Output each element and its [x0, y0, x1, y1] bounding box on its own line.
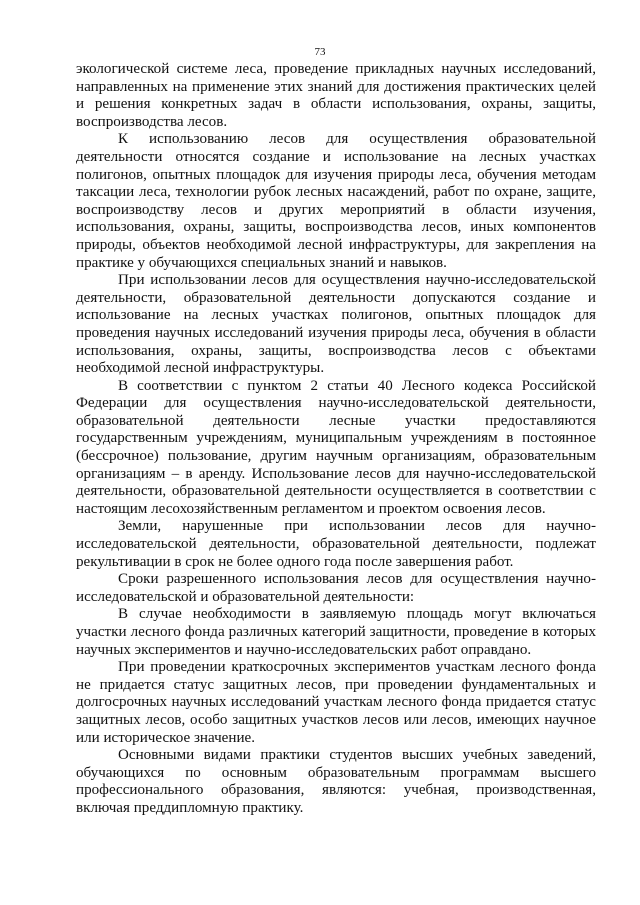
- paragraph-continuation: экологической системе леса, проведение прикладных научных исследований, направленных на применение этих знаний для достижения практических целей и решения конкретных задач в области использования, охраны, защиты, воспроизводства лесов.: [76, 61, 596, 130]
- paragraph-area-inclusion: В случае необходимости в заявляемую площадь могут включаться участки лесного фонда различных категорий защитности, проведение в которых научных экспериментов и научно-исследовательских работ оправдано.: [76, 606, 596, 658]
- paragraph-research-use: При использовании лесов для осуществления научно-исследовательской деятельности, образовательной деятельности допускаются создание и использование на лесных участках полигонов, опытных площадок для проведения научных исследований изучения природы леса, обучения в области использования, охраны, защиты, воспроизводства лесов с объектами необходимой лесной инфраструктуры.: [76, 272, 596, 377]
- document-body: [76, 61, 596, 818]
- paragraph-recultivation: Земли, нарушенные при использовании лесов для научно-исследовательской деятельности, образовательной деятельности, подлежат рекультивации в срок не более одного года после завершения работ.: [76, 518, 596, 570]
- paragraph-educational-use: К использованию лесов для осуществления образовательной деятельности относятся создание и использование на лесных участках полигонов, опытных площадок для изучения природы леса, обучения методам таксации леса, технологии рубок лесных насаждений, работ по охране, защите, воспроизводству лесов и других мероприятий в области изучения, использования, охраны, защиты, воспроизводства лесов, иных компонентов природы, объектов необходимой лесной инфраструктуры, для закрепления на практике у обучающихся специальных знаний и навыков.: [76, 131, 596, 271]
- page-number: 73: [314, 46, 326, 58]
- paragraph-student-practice: Основными видами практики студентов высших учебных заведений, обучающихся по основным образовательным программам высшего профессионального образования, являются: учебная, производственная, включая преддипломную практику.: [76, 747, 596, 816]
- paragraph-forest-code: В соответствии с пунктом 2 статьи 40 Лесного кодекса Российской Федерации для осуществления научно-исследовательской деятельности, образовательной деятельности лесные участки предоставляются государственным учреждениям, муниципальным учреждениям в постоянное (бессрочное) пользование, другим научным организациям, образовательным организациям – в аренду. Использование лесов для научно-исследовательской деятельности, образовательной деятельности осуществляется в соответствии с настоящим лесохозяйственным регламентом и проектом освоения лесов.: [76, 377, 596, 517]
- paragraph-use-terms: Сроки разрешенного использования лесов для осуществления научно-исследовательской и образовательной деятельности:: [76, 571, 596, 605]
- paragraph-experiments: При проведении краткосрочных экспериментов участкам лесного фонда не придается статус защитных лесов, при проведении фундаментальных и долгосрочных научных исследований участкам лесного фонда придается статус защитных лесов, особо защитных участков лесов или лесов, имеющих научное или историческое значение.: [76, 659, 596, 746]
